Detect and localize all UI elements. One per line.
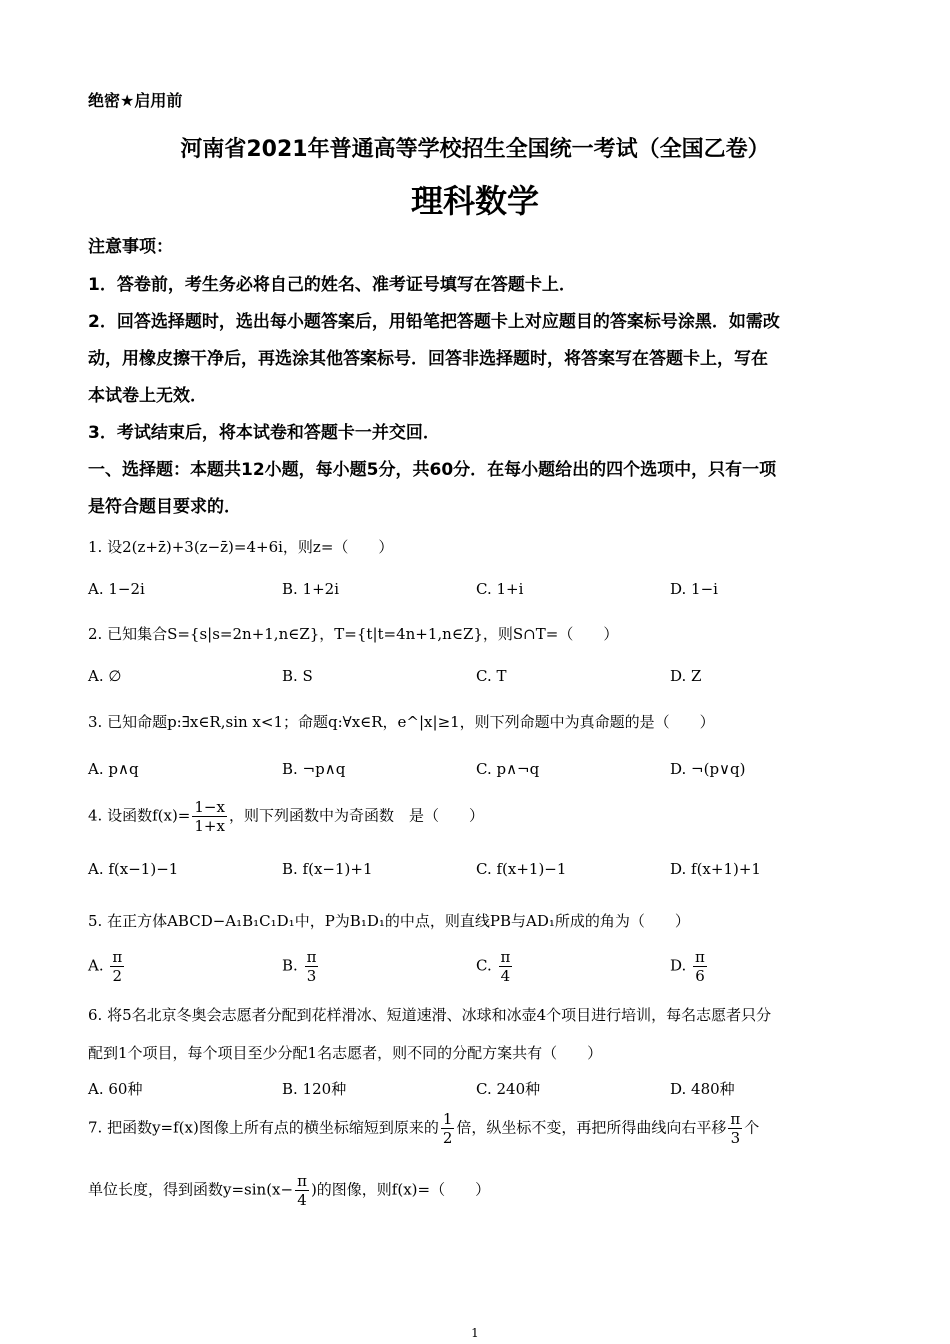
question-1-option-d: D. 1−i: [670, 580, 718, 598]
question-2-option-a: A. ∅: [88, 667, 122, 685]
question-4-option-a: A. f(x−1)−1: [88, 860, 179, 878]
question-4-stem-pre: 4. 设函数f(x)=: [88, 806, 191, 825]
question-4-fraction-denominator: 1+x: [194, 817, 225, 835]
question-7-line-2: [88, 1172, 490, 1209]
question-7-half-denominator: 2: [442, 1129, 453, 1147]
question-2-option-c: C. T: [476, 667, 507, 685]
question-4-fraction-numerator: 1−x: [194, 798, 225, 816]
question-2-option-d: D. Z: [670, 667, 702, 685]
question-1-option-c: C. 1+i: [476, 580, 524, 598]
pi-symbol: π: [112, 948, 123, 966]
question-3-option-c: C. p∧¬q: [476, 760, 540, 778]
question-4-fraction: [192, 798, 227, 835]
question-7-shift-numerator: π: [730, 1110, 741, 1128]
question-6-line-2: 配到1个项目，每个项目至少分配1名志愿者，则不同的分配方案共有（ ）: [88, 1044, 603, 1062]
question-4-option-d: D. f(x+1)+1: [670, 860, 761, 878]
question-5-option-d-fraction: [693, 948, 707, 985]
question-1-option-a: A. 1−2i: [88, 580, 145, 598]
section-heading-line-1: 一、选择题：本题共12小题，每小题5分，共60分．在每小题给出的四个选项中，只有一项: [88, 460, 777, 480]
question-7-line-2-post: )的图像，则f(x)=（ ）: [310, 1180, 491, 1199]
question-7-shift-fraction: [728, 1110, 742, 1147]
subject-title: 理科数学: [410, 182, 539, 220]
question-5-option-b-fraction: [305, 948, 319, 985]
question-4-stem: [88, 798, 484, 835]
question-5-option-a-fraction: [110, 948, 124, 985]
page-number: 1: [471, 1326, 479, 1340]
secret-label: 绝密★启用前: [88, 91, 183, 110]
note-item-2-line-1: 2．回答选择题时，选出每小题答案后，用铅笔把答题卡上对应题目的答案标号涂黑．如需改: [88, 312, 780, 332]
question-6-option-b: B. 120种: [282, 1080, 347, 1098]
question-5-stem: 5. 在正方体ABCD−A₁B₁C₁D₁中，P为B₁D₁的中点，则直线PB与AD₁所成的角为（ ）: [88, 912, 690, 930]
note-item-2-line-3: 本试卷上无效．: [88, 386, 207, 406]
question-5-option-a-denominator: 2: [112, 967, 123, 985]
question-3-option-d: D. ¬(p∨q): [670, 760, 746, 778]
note-item-1: 1．答卷前，考生务必将自己的姓名、准考证号填写在答题卡上．: [88, 275, 576, 295]
question-6-option-a: A. 60种: [88, 1080, 143, 1098]
section-heading-line-2: 是符合题目要求的．: [88, 497, 241, 517]
question-2-option-b: B. S: [282, 667, 313, 685]
question-5-option-c-denominator: 4: [500, 967, 511, 985]
note-item-3: 3．考试结束后，将本试卷和答题卡一并交回．: [88, 423, 440, 443]
question-4-option-b: B. f(x−1)+1: [282, 860, 373, 878]
question-7-line-2-pre: 单位长度，得到函数y=sin(x−: [88, 1180, 294, 1199]
question-7-line-2-fraction: [295, 1172, 309, 1209]
question-7-half-numerator: 1: [442, 1110, 453, 1128]
pi-symbol: π: [500, 948, 511, 966]
notes-heading: 注意事项：: [88, 237, 173, 257]
question-6-line-1: 6. 将5名北京冬奥会志愿者分配到花样滑冰、短道速滑、冰球和冰壶4个项目进行培训，每名志愿者只分: [88, 1006, 772, 1024]
question-1-stem: 1. 设2(z+z̄)+3(z−z̄)=4+6i，则z=（ ）: [88, 538, 394, 556]
question-5-option-c: [476, 948, 514, 985]
exam-title: 河南省2021年普通高等学校招生全国统一考试（全国乙卷）: [180, 137, 770, 162]
question-5-option-a: [88, 948, 126, 985]
question-3-stem: 3. 已知命题p:∃x∈R,sin x<1；命题q:∀x∈R，e^|x|≥1，则下列命题中为真命题的是（ ）: [88, 713, 715, 731]
question-5-option-d-label: D.: [670, 956, 687, 975]
question-7-line-2-numerator: π: [297, 1172, 307, 1190]
question-3-option-a: A. p∧q: [88, 760, 139, 778]
question-7-shift-denominator: 3: [730, 1129, 741, 1147]
question-4-option-c: C. f(x+1)−1: [476, 860, 567, 878]
pi-symbol: π: [306, 948, 317, 966]
question-5-option-c-fraction: [499, 948, 513, 985]
question-5-option-d: [670, 948, 709, 985]
question-7-line-1: [88, 1110, 759, 1147]
question-5-option-a-label: A.: [88, 956, 104, 975]
question-7-line-2-denominator: 4: [297, 1191, 307, 1209]
note-item-2-line-2: 动，用橡皮擦干净后，再选涂其他答案标号．回答非选择题时，将答案写在答题卡上，写在: [88, 349, 768, 369]
question-5-option-c-label: C.: [476, 956, 492, 975]
question-7-line-1-pre: 7. 把函数y=f(x)图像上所有点的横坐标缩短到原来的: [88, 1118, 439, 1137]
question-6-option-c: C. 240种: [476, 1080, 541, 1098]
question-5-option-b-label: B.: [282, 956, 298, 975]
question-3-option-b: B. ¬p∧q: [282, 760, 346, 778]
question-6-option-d: D. 480种: [670, 1080, 735, 1098]
pi-symbol: π: [695, 948, 705, 966]
question-4-stem-post: ，则下列函数中为奇函数 是（ ）: [228, 806, 484, 825]
question-5-option-b: [282, 948, 320, 985]
question-2-stem: 2. 已知集合S={s|s=2n+1,n∈Z}，T={t|t=4n+1,n∈Z}，则S∩T=（ ）: [88, 625, 619, 643]
question-7-half-fraction: [441, 1110, 455, 1147]
question-1-option-b: B. 1+2i: [282, 580, 340, 598]
question-5-option-d-denominator: 6: [695, 967, 705, 985]
question-5-option-b-denominator: 3: [306, 967, 317, 985]
question-7-line-1-post: 个: [744, 1118, 760, 1137]
question-7-line-1-mid: 倍，纵坐标不变，再把所得曲线向右平移: [456, 1118, 727, 1137]
